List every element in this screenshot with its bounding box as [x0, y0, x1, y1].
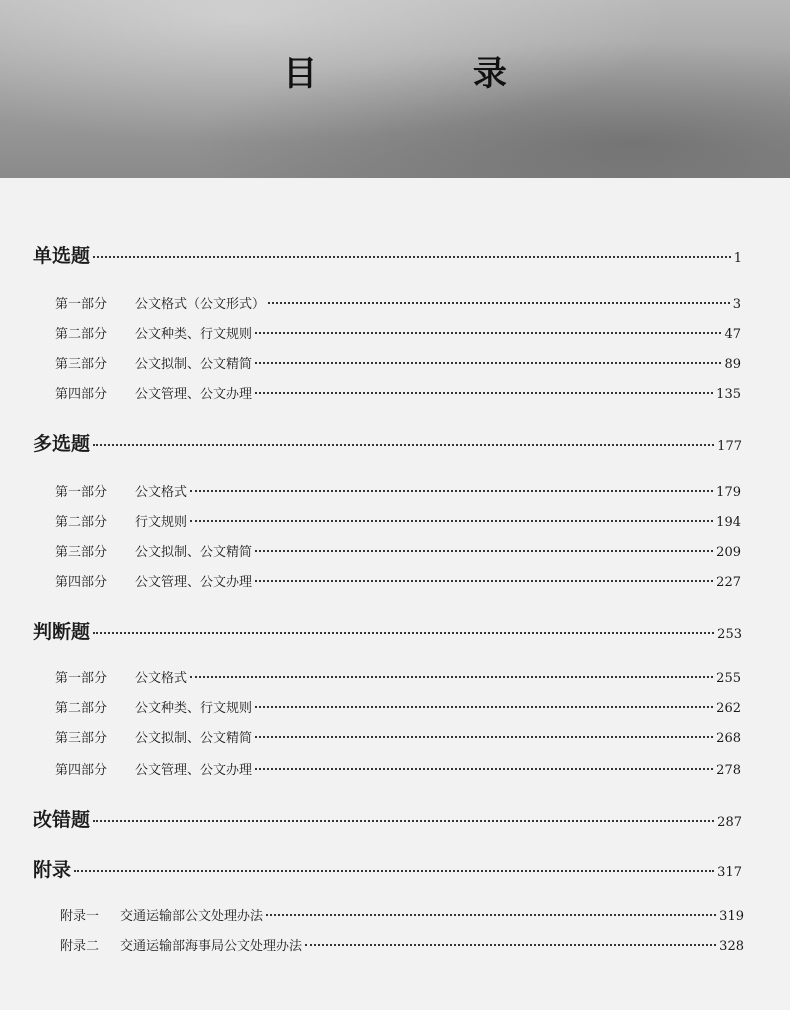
toc-item[interactable]: [55, 481, 741, 500]
item-title: 公文管理、公文办理: [135, 387, 253, 402]
dot-leader: [255, 768, 713, 770]
toc-item[interactable]: [55, 541, 741, 560]
part-label: 附录一: [60, 909, 100, 924]
dot-leader: [255, 392, 713, 394]
toc-item[interactable]: [55, 727, 741, 746]
page-number: 47: [724, 327, 741, 342]
item-title: 公文拟制、公文精简: [135, 731, 253, 746]
item-title: 行文规则: [135, 515, 188, 530]
page-number: 135: [716, 387, 741, 402]
dot-leader: [255, 706, 713, 708]
dot-leader: [190, 490, 713, 492]
toc-section-single-choice[interactable]: [33, 241, 742, 268]
part-label: 附录二: [60, 939, 100, 954]
part-label: 第一部分: [55, 485, 108, 500]
part-label: 第二部分: [55, 515, 108, 530]
dot-leader: [255, 736, 713, 738]
dot-leader: [190, 676, 713, 678]
item-title: 公文种类、行文规则: [135, 327, 253, 342]
item-title: 公文管理、公文办理: [135, 763, 253, 778]
item-title: 公文格式: [135, 671, 188, 686]
section-title: 判断题: [33, 621, 91, 643]
part-label: 第三部分: [55, 545, 108, 560]
dot-leader: [190, 520, 713, 522]
page-number: 194: [716, 515, 741, 530]
page-number: 3: [732, 297, 741, 312]
section-title: 单选题: [33, 245, 91, 267]
item-title: 公文管理、公文办理: [135, 575, 253, 590]
item-title: 公文格式（公文形式）: [135, 297, 266, 312]
toc-section-true-false[interactable]: [33, 617, 742, 644]
page-number: 253: [717, 627, 742, 642]
dot-leader: [93, 256, 731, 258]
page-number: 278: [716, 763, 741, 778]
dot-leader: [93, 444, 714, 446]
toc-item[interactable]: [55, 383, 741, 402]
toc-item[interactable]: [60, 935, 744, 954]
part-label: 第四部分: [55, 575, 108, 590]
item-title: 公文拟制、公文精简: [135, 357, 253, 372]
dot-leader: [255, 550, 713, 552]
dot-leader: [93, 820, 714, 822]
toc-item[interactable]: [55, 697, 741, 716]
page-title: 目 录: [283, 54, 579, 94]
page-number: 227: [716, 575, 741, 590]
toc-item[interactable]: [60, 905, 744, 924]
part-label: 第二部分: [55, 327, 108, 342]
part-label: 第三部分: [55, 731, 108, 746]
dot-leader: [255, 332, 721, 334]
page-number: 179: [716, 485, 741, 500]
item-title: 公文拟制、公文精简: [135, 545, 253, 560]
dot-leader: [268, 302, 730, 304]
part-label: 第四部分: [55, 387, 108, 402]
toc-section-error-correction[interactable]: [33, 805, 742, 832]
item-title: 交通运输部海事局公文处理办法: [120, 939, 303, 954]
item-title: 公文种类、行文规则: [135, 701, 253, 716]
page-number: 317: [717, 865, 742, 880]
dot-leader: [255, 580, 713, 582]
toc-item[interactable]: [55, 323, 741, 342]
page-number: 262: [716, 701, 741, 716]
toc-item[interactable]: [55, 511, 741, 530]
dot-leader: [93, 632, 714, 634]
section-title: 附录: [33, 859, 72, 881]
part-label: 第一部分: [55, 297, 108, 312]
toc-section-appendix[interactable]: [33, 855, 742, 882]
dot-leader: [266, 914, 716, 916]
page-number: 319: [719, 909, 744, 924]
toc-item[interactable]: [55, 293, 741, 312]
dot-leader: [255, 362, 721, 364]
toc-section-multiple-choice[interactable]: [33, 429, 742, 456]
section-title: 改错题: [33, 809, 91, 831]
page-number: 177: [717, 439, 742, 454]
toc-item[interactable]: [55, 571, 741, 590]
toc-item[interactable]: [55, 353, 741, 372]
page-number: 1: [733, 251, 742, 266]
page-number: 268: [716, 731, 741, 746]
part-label: 第三部分: [55, 357, 108, 372]
item-title: 公文格式: [135, 485, 188, 500]
part-label: 第一部分: [55, 671, 108, 686]
part-label: 第四部分: [55, 763, 108, 778]
page-number: 255: [716, 671, 741, 686]
page-number: 328: [719, 939, 744, 954]
item-title: 交通运输部公文处理办法: [120, 909, 264, 924]
page-number: 89: [724, 357, 741, 372]
page-number: 209: [716, 545, 741, 560]
part-label: 第二部分: [55, 701, 108, 716]
dot-leader: [74, 870, 714, 872]
section-title: 多选题: [33, 433, 91, 455]
toc-item[interactable]: [55, 667, 741, 686]
dot-leader: [305, 944, 716, 946]
page-number: 287: [717, 815, 742, 830]
toc-item[interactable]: [55, 759, 741, 778]
